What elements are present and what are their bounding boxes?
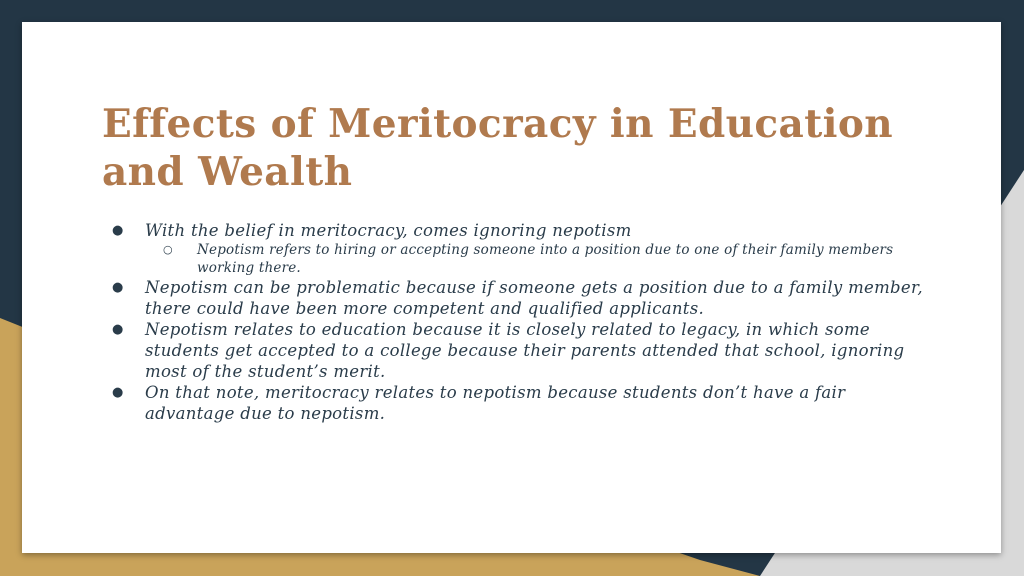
sub-bullet-item bbox=[145, 241, 932, 277]
bullet-dot-icon: ● bbox=[112, 280, 124, 295]
bullet-text: With the belief in meritocracy, comes ignoring nepotism bbox=[145, 221, 632, 240]
bullet-item bbox=[112, 220, 932, 277]
bullet-text: Nepotism can be problematic because if someone gets a position due to a family member, there could have been more competent and qualified applicants. bbox=[145, 278, 923, 318]
slide-title: Effects of Meritocracy in Education and Wealth bbox=[102, 101, 893, 195]
bullet-item bbox=[112, 319, 932, 382]
bullet-dot-icon: ● bbox=[112, 385, 124, 400]
bullet-dot-icon: ● bbox=[112, 322, 124, 337]
sub-bullet-ring-icon: ○ bbox=[163, 243, 173, 256]
bullet-dot-icon: ● bbox=[112, 223, 124, 238]
bullet-text: Nepotism relates to education because it is closely related to legacy, in which some students get accepted to a college because their parents attended that school, ignoring most of the student’s merit. bbox=[145, 320, 905, 381]
sub-bullet-list bbox=[145, 241, 932, 277]
bullet-item bbox=[112, 382, 932, 424]
bullet-list bbox=[112, 220, 932, 424]
bullet-item bbox=[112, 277, 932, 319]
bullet-text: On that note, meritocracy relates to nepotism because students don’t have a fair advantage due to nepotism. bbox=[145, 383, 846, 423]
sub-bullet-text: Nepotism refers to hiring or accepting someone into a position due to one of their family members working there. bbox=[197, 242, 894, 276]
slide-card bbox=[22, 22, 1001, 553]
